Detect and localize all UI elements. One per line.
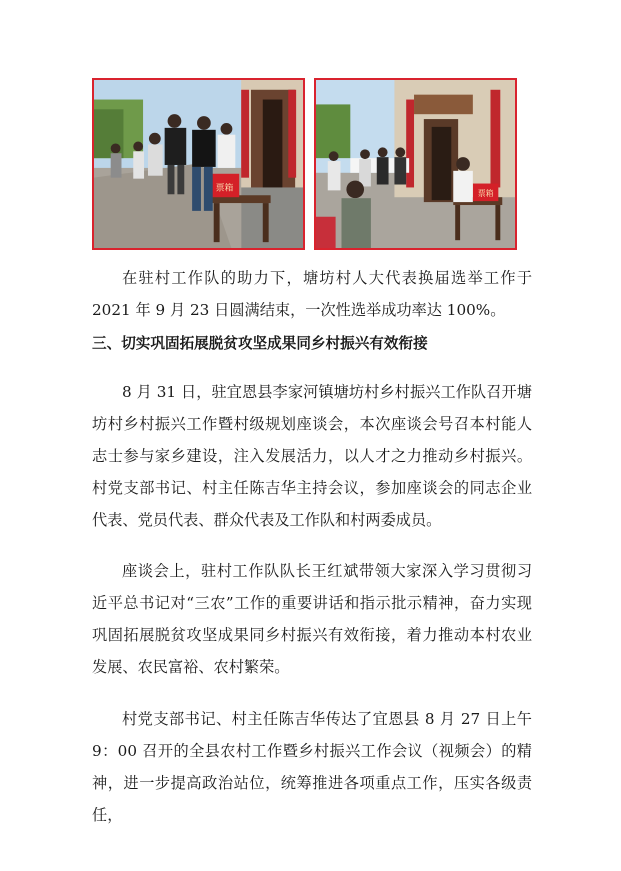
election-scene-image	[94, 80, 303, 248]
section-heading: 三、切实巩固拓展脱贫攻坚成果同乡村振兴有效衔接	[92, 335, 428, 352]
paragraph-election-result: 在驻村工作队的助力下，塘坊村人大代表换届选举工作于 2021 年 9 月 23 日圆满结束，一次性选举成功率达 100%。	[92, 269, 532, 319]
paragraph-meeting-content: 座谈会上，驻村工作队队长王红斌带领大家深入学习贯彻习近平总书记对“三农”工作的重要讲话和指示批示精神，奋力实现巩固拓展脱贫攻坚成果同乡村振兴有效衔接，着力推动本村农业发展、农民富裕、农村繁荣。	[92, 562, 532, 676]
election-scene-image	[316, 80, 515, 248]
election-photo-left	[92, 78, 305, 250]
ballot-box-label: 票箱	[477, 189, 494, 199]
ballot-box-label: 票箱	[215, 183, 234, 194]
paragraph-county-conference: 村党支部书记、村主任陈吉华传达了宜恩县 8 月 27 日上午 9：00 召开的全县农村工作暨乡村振兴工作会议（视频会）的精神，进一步提高政治站位，统筹推进各项重点工作，压实各级责任，	[92, 710, 532, 824]
paragraph-meeting-intro: 8 月 31 日，驻宜恩县李家河镇塘坊村乡村振兴工作队召开塘坊村乡村振兴工作暨村级规划座谈会，本次座谈会号召本村能人志士参与家乡建设，注入发展活力，以人才之力推动乡村振兴。村党支部书记、村主任陈吉华主持会议，参加座谈会的同志企业代表、党员代表、群众代表及工作队和村两委成员。	[92, 383, 532, 529]
election-photo-right	[314, 78, 517, 250]
